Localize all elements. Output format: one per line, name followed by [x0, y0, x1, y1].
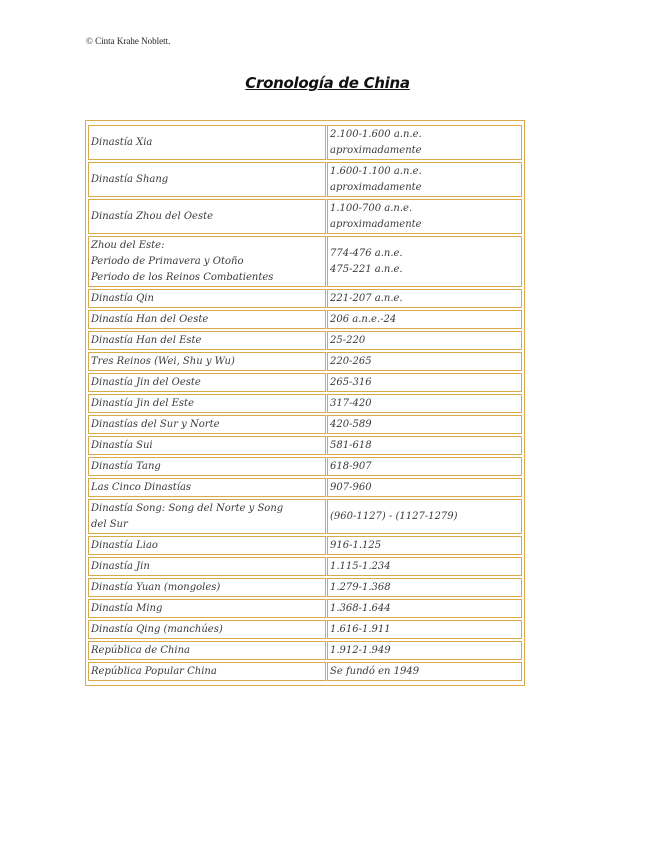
dynasty-date-cell	[325, 499, 522, 534]
dynasty-name: República Popular China	[91, 666, 217, 677]
dynasty-name-cell	[88, 125, 325, 160]
copyright-notice: © Cinta Krahe Noblett.	[86, 36, 171, 46]
dynasty-date-cell	[325, 557, 522, 576]
dynasty-date: 220-265	[330, 356, 372, 367]
dynasty-name-cell	[88, 499, 325, 534]
dynasty-name: Dinastía Qing (manchúes)	[91, 624, 223, 635]
dynasty-name: Dinastía Han del Oeste	[91, 314, 209, 325]
table-row	[88, 352, 522, 371]
dynasty-name: Tres Reinos (Wei, Shu y Wu)	[91, 356, 235, 367]
chronology-table-body	[88, 125, 522, 681]
table-row	[88, 641, 522, 660]
table-row	[88, 289, 522, 308]
dynasty-date: aproximadamente	[330, 219, 422, 230]
dynasty-date: 581-618	[330, 440, 372, 451]
dynasty-name: Dinastía Sui	[91, 440, 153, 451]
dynasty-name: Dinastía Jin	[91, 561, 150, 572]
dynasty-date: 420-589	[330, 419, 372, 430]
dynasty-date-cell	[325, 436, 522, 455]
dynasty-name: Dinastías del Sur y Norte	[91, 419, 220, 430]
dynasty-date-cell	[325, 662, 522, 681]
dynasty-name-cell	[88, 162, 325, 197]
dynasty-name: Dinastía Ming	[91, 603, 163, 614]
dynasty-name-cell	[88, 599, 325, 618]
table-row	[88, 199, 522, 234]
dynasty-name-cell	[88, 436, 325, 455]
dynasty-name: Las Cinco Dinastías	[91, 482, 192, 493]
dynasty-date: 317-420	[330, 398, 372, 409]
table-row	[88, 415, 522, 434]
table-row	[88, 125, 522, 160]
table-row	[88, 331, 522, 350]
dynasty-date-cell	[325, 331, 522, 350]
dynasty-date: 1.600-1.100 a.n.e.	[330, 166, 422, 177]
dynasty-name: Dinastía Tang	[91, 461, 161, 472]
dynasty-date: 1.912-1.949	[330, 645, 391, 656]
dynasty-date-cell	[325, 162, 522, 197]
dynasty-name: Dinastía Yuan (mongoles)	[91, 582, 221, 593]
dynasty-name: Periodo de los Reinos Combatientes	[91, 272, 274, 283]
dynasty-name: Dinastía Shang	[91, 174, 169, 185]
table-row	[88, 536, 522, 555]
dynasty-name-cell	[88, 457, 325, 476]
dynasty-date: 221-207 a.n.e.	[330, 293, 403, 304]
dynasty-name-cell	[88, 415, 325, 434]
dynasty-date: 1.616-1.911	[330, 624, 391, 635]
dynasty-name: Dinastía Xia	[91, 137, 153, 148]
dynasty-date-cell	[325, 373, 522, 392]
dynasty-name: República de China	[91, 645, 191, 656]
dynasty-name-cell	[88, 578, 325, 597]
dynasty-date: Se fundó en 1949	[330, 666, 420, 677]
dynasty-date: 206 a.n.e.-24	[330, 314, 397, 325]
dynasty-date-cell	[325, 457, 522, 476]
dynasty-date: 1.115-1.234	[330, 561, 391, 572]
dynasty-name: Dinastía Han del Este	[91, 335, 202, 346]
dynasty-name: Dinastía Jin del Oeste	[91, 377, 201, 388]
dynasty-date-cell	[325, 199, 522, 234]
dynasty-date: 907-960	[330, 482, 372, 493]
table-row	[88, 162, 522, 197]
table-row	[88, 499, 522, 534]
table-row	[88, 662, 522, 681]
dynasty-date-cell	[325, 236, 522, 287]
dynasty-date-cell	[325, 620, 522, 639]
table-row	[88, 578, 522, 597]
dynasty-name-cell	[88, 289, 325, 308]
dynasty-date-cell	[325, 289, 522, 308]
dynasty-name-cell	[88, 394, 325, 413]
dynasty-date-cell	[325, 125, 522, 160]
dynasty-date: 618-907	[330, 461, 372, 472]
dynasty-date: 2.100-1.600 a.n.e.	[330, 129, 422, 140]
dynasty-date-cell	[325, 478, 522, 497]
dynasty-name: del Sur	[91, 519, 128, 530]
dynasty-name-cell	[88, 662, 325, 681]
dynasty-date: 1.368-1.644	[330, 603, 391, 614]
dynasty-name: Dinastía Song: Song del Norte y Song	[91, 503, 284, 514]
dynasty-date-cell	[325, 394, 522, 413]
table-row	[88, 457, 522, 476]
dynasty-date-cell	[325, 415, 522, 434]
dynasty-name-cell	[88, 236, 325, 287]
dynasty-name: Dinastía Zhou del Oeste	[91, 211, 214, 222]
dynasty-name: Dinastía Liao	[91, 540, 158, 551]
dynasty-name-cell	[88, 199, 325, 234]
dynasty-name-cell	[88, 478, 325, 497]
dynasty-date-cell	[325, 578, 522, 597]
table-row	[88, 620, 522, 639]
dynasty-name: Dinastía Jin del Este	[91, 398, 194, 409]
dynasty-date-cell	[325, 641, 522, 660]
table-row	[88, 394, 522, 413]
dynasty-date: 265-316	[330, 377, 372, 388]
table-row	[88, 310, 522, 329]
dynasty-date: 774-476 a.n.e.	[330, 248, 403, 259]
dynasty-date: 25-220	[330, 335, 366, 346]
dynasty-date: (960-1127) - (1127-1279)	[330, 511, 458, 522]
dynasty-date: aproximadamente	[330, 182, 422, 193]
dynasty-date-cell	[325, 599, 522, 618]
dynasty-date: 916-1.125	[330, 540, 382, 551]
table-row	[88, 236, 522, 287]
dynasty-name: Dinastía Qin	[91, 293, 154, 304]
chronology-table	[88, 123, 522, 683]
chronology-table-frame	[85, 120, 525, 686]
dynasty-name: Zhou del Este:	[91, 240, 165, 251]
dynasty-date: 1.279-1.368	[330, 582, 391, 593]
table-row	[88, 599, 522, 618]
dynasty-name-cell	[88, 331, 325, 350]
table-row	[88, 436, 522, 455]
dynasty-date-cell	[325, 536, 522, 555]
dynasty-name-cell	[88, 536, 325, 555]
dynasty-date: 475-221 a.n.e.	[330, 264, 403, 275]
dynasty-name-cell	[88, 557, 325, 576]
dynasty-name: Periodo de Primavera y Otoño	[91, 256, 244, 267]
dynasty-date: aproximadamente	[330, 145, 422, 156]
dynasty-name-cell	[88, 310, 325, 329]
dynasty-date-cell	[325, 352, 522, 371]
dynasty-name-cell	[88, 373, 325, 392]
dynasty-date: 1.100-700 a.n.e.	[330, 203, 413, 214]
table-row	[88, 373, 522, 392]
page-title: Cronología de China	[245, 74, 410, 92]
table-row	[88, 478, 522, 497]
table-row	[88, 557, 522, 576]
dynasty-name-cell	[88, 352, 325, 371]
dynasty-date-cell	[325, 310, 522, 329]
dynasty-name-cell	[88, 641, 325, 660]
dynasty-name-cell	[88, 620, 325, 639]
